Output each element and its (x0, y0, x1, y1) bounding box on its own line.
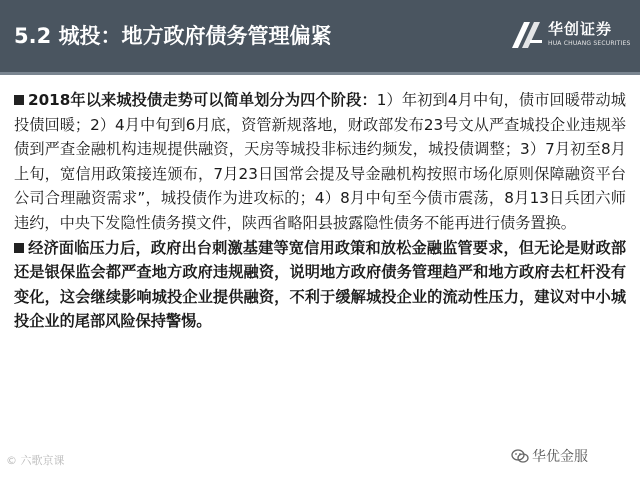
paragraph-conclusion (14, 236, 626, 334)
paragraph-body: 1）年初到4月中旬，债市回暖带动城投债回暖；2）4月中旬到6月底，资管新规落地，财政部发布23号文从严查城投企业违规举债到严查金融机构违规提供融资，天房等城投非标违约频发，城投债调整；3）7月初至8月上旬，宽信用政策接连颁布，7月23日国常会提及导金融机构按照市场化原则保障融资平台公司合理融资需求”，城投债作为进攻标的；4）8月中旬至今债市震荡，8月13日兵团六师违约，中央下发隐性债务摸文件，陕西省略阳县披露隐性债务不能再进行债务置换。 (14, 91, 626, 232)
paragraph-lead: 2018年以来城投债走势可以简单划分为四个阶段： (28, 91, 377, 109)
logo-english-name: HUA CHUANG SECURITIES (548, 40, 631, 47)
source-label: 华优金服 (532, 449, 588, 465)
paragraph-stages (14, 88, 626, 236)
bullet-square-icon (14, 95, 24, 105)
slide-body (14, 88, 626, 334)
bullet-square-icon (14, 243, 24, 253)
logo-chinese-name: 华创证券 (548, 20, 613, 38)
wechat-icon (510, 446, 530, 466)
slide-title: 5.2 城投：地方政府债务管理偏紧 (14, 24, 332, 48)
header-divider (0, 72, 640, 75)
paragraph-body: 经济面临压力后，政府出台刺激基建等宽信用政策和放松金融监管要求，但无论是财政部还是银保监会都严查地方政府违规融资，说明地方政府债务管理趋严和地方政府去杠杆没有变化，这会继续影响城投企业提供融资，不利于缓解城投企业的流动性压力，建议对中小城投企业的尾部风险保持警惕。 (14, 238, 626, 331)
company-logo (510, 14, 631, 58)
logo-mark-icon (510, 18, 544, 52)
watermark-text: © 六歌京课 (6, 454, 65, 467)
